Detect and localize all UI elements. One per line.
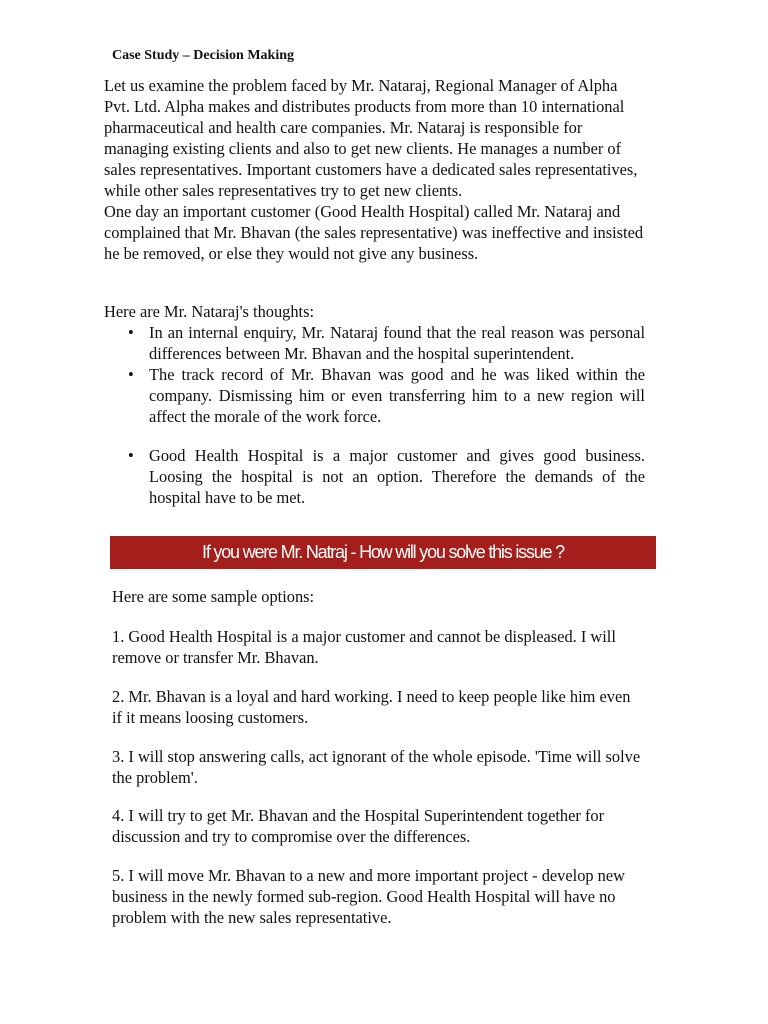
question-banner-text: If you were Mr. Natraj - How will you solve this issue ? — [202, 542, 564, 562]
option-item: 2. Mr. Bhavan is a loyal and hard working. I need to keep people like him even if it means loosing customers. — [112, 687, 631, 727]
option-item: 5. I will move Mr. Bhavan to a new and more important project - develop new business in the newly formed sub-region. Good Health Hospital will have no problem with the new sales representative. — [112, 866, 625, 927]
intro-paragraph: Let us examine the problem faced by Mr. Nataraj, Regional Manager of Alpha Pvt. Ltd. Alpha makes and distributes products from more than 10 international pharmaceutical and health care companies. Mr. Nataraj is responsible for managing existing clients and also to get new clients. He manages a number of sales representatives. Important customers have a dedicated sales representatives, while other sales representatives try to get new clients. — [104, 76, 638, 200]
case-study-title: Case Study – Decision Making — [112, 48, 295, 63]
options-heading: Here are some sample options: — [112, 587, 315, 606]
option-item: 4. I will try to get Mr. Bhavan and the Hospital Superintendent together for discussion and try to compromise over the differences. — [112, 806, 605, 846]
question-banner — [110, 536, 656, 569]
option-item: 1. Good Health Hospital is a major customer and cannot be displeased. I will remove or transfer Mr. Bhavan. — [112, 627, 616, 667]
thought-item: • The track record of Mr. Bhavan was good and he was liked within the company. Dismissing him or even transferring him to a new region will affect the morale of the work force. — [128, 364, 645, 427]
thought-item: • In an internal enquiry, Mr. Nataraj found that the real reason was personal differences between Mr. Bhavan and the hospital superintendent. — [128, 322, 645, 364]
thoughts-heading: Here are Mr. Nataraj's thoughts: — [104, 302, 315, 321]
thoughts-list — [128, 322, 645, 508]
intro-paragraph: One day an important customer (Good Health Hospital) called Mr. Nataraj and complained that Mr. Bhavan (the sales representative) was ineffective and insisted he be removed, or else they would not give any business. — [104, 202, 644, 263]
intro-section — [104, 75, 644, 264]
thought-item: • Good Health Hospital is a major customer and gives good business. Loosing the hospital is not an option. Therefore the demands of the hospital have to be met. — [128, 445, 645, 508]
option-item: 3. I will stop answering calls, act ignorant of the whole episode. 'Time will solve the problem'. — [112, 747, 641, 787]
